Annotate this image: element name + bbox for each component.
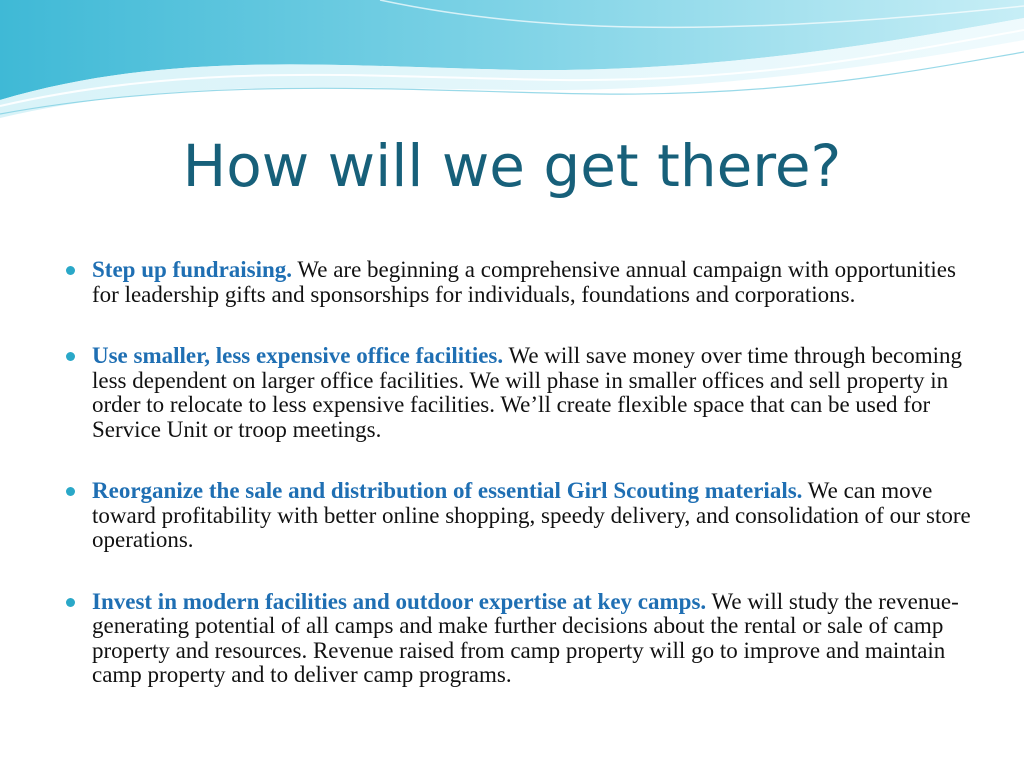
bullet-lead: Reorganize the sale and distribution of essential Girl Scouting materials.: [92, 478, 803, 503]
bullet-text: We will study the revenue-generating potential of all camps and make further decisions about the rental or sale of camp property and resources. Revenue raised from camp property will go to improve and maintain camp property and to deliver camp programs.: [92, 588, 959, 687]
bullet-text: We will save money over time through becoming less dependent on larger office facilities. We will phase in smaller offices and sell property in order to relocate to less expensive facilities. We’ll create flexible space that can be used for Service Unit or troop meetings.: [92, 343, 963, 442]
bullet-dot-icon: [66, 487, 75, 496]
slide-title: How will we get there?: [182, 132, 842, 200]
bullet-item-office-facilities: [62, 344, 972, 442]
bullet-lead: Step up fundraising.: [92, 257, 293, 282]
bullet-dot-icon: [66, 598, 75, 607]
header-wave-decoration: [0, 0, 1024, 130]
bullet-lead: Invest in modern facilities and outdoor expertise at key camps.: [92, 588, 707, 614]
bullet-text: We can move toward profitability with better online shopping, speedy delivery, and consolidation of our store operations.: [92, 478, 971, 552]
bullet-dot-icon: [66, 266, 75, 275]
bullet-dot-icon: [66, 352, 75, 361]
bullet-item-materials: [62, 479, 972, 553]
bullet-item-camps: [62, 590, 972, 688]
bullet-lead: Use smaller, less expensive office facilities.: [92, 343, 504, 368]
bullet-text: We are beginning a comprehensive annual campaign with opportunities for leadership gifts and sponsorships for individuals, foundations and corporations.: [92, 257, 956, 307]
bullet-item-fundraising: [62, 258, 972, 307]
bullet-list: [62, 258, 972, 725]
